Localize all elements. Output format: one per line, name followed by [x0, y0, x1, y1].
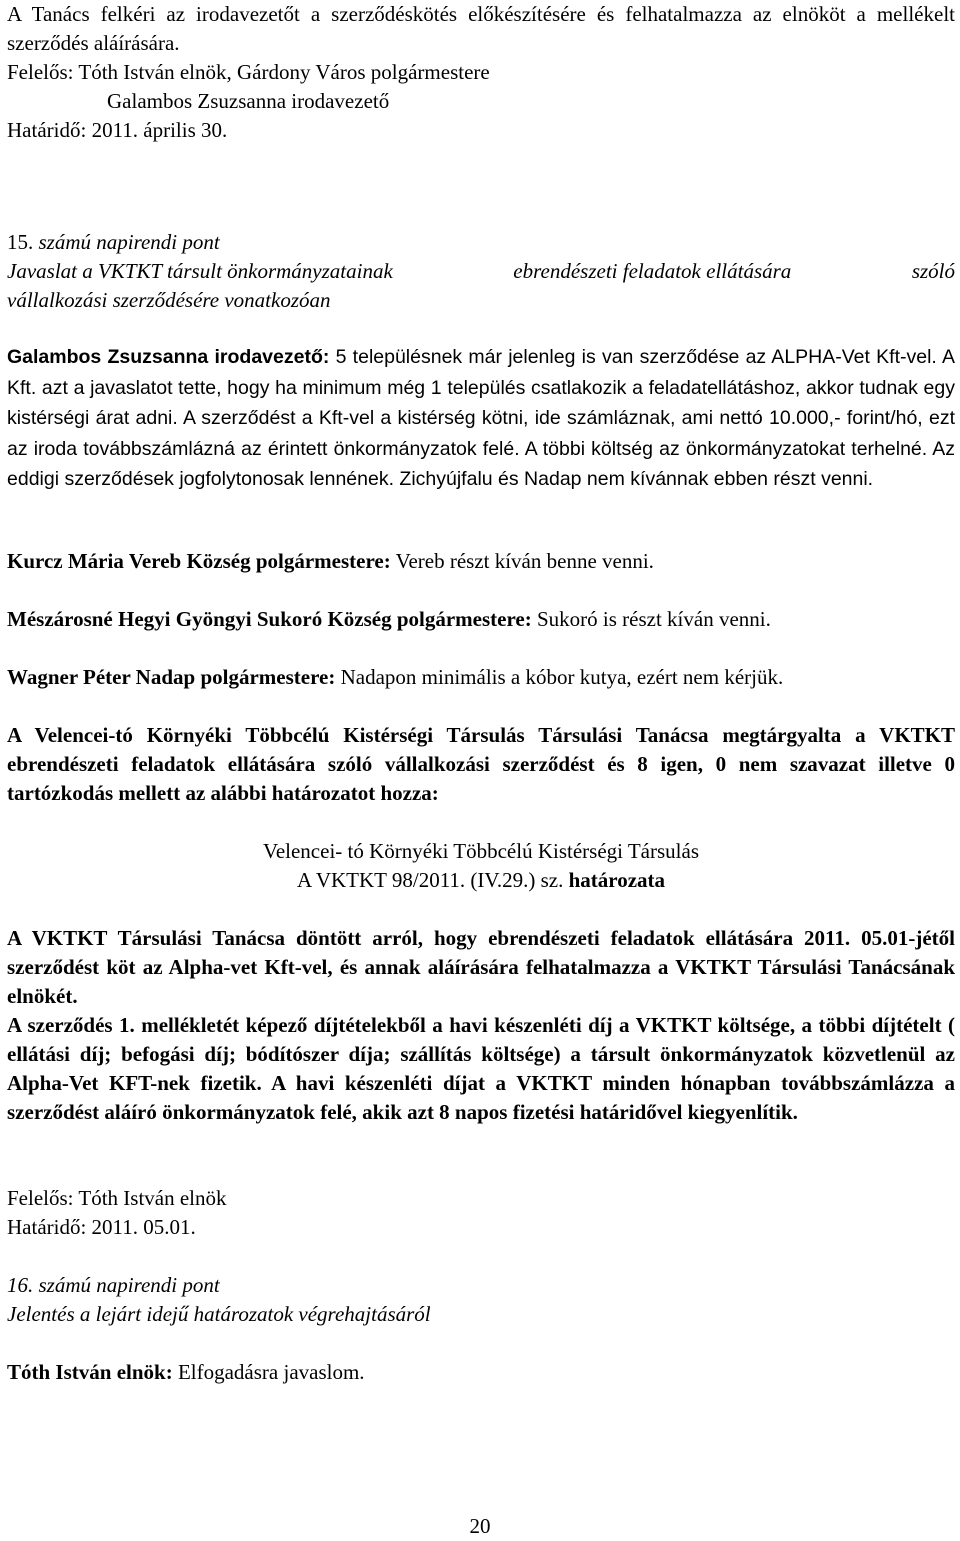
speech-sukoro: Mészárosné Hegyi Gyöngyi Sukoró Község polgármestere: Sukoró is részt kíván venni.: [7, 607, 771, 631]
resolution-id: A VKTKT 98/2011. (IV.29.) sz. határozata: [296, 868, 666, 892]
agenda-title: Javaslat a VKTKT társult önkormányzatainak ebrendészeti feladatok ellátására szóló: [7, 259, 955, 283]
agenda-item-15: [7, 228, 955, 315]
agenda-title-line2: vállalkozási szerződésére vonatkozóan: [7, 288, 331, 312]
resolution-org: Velencei- tó Környéki Többcélú Kistérségi Társulás: [262, 839, 700, 863]
speech-vereb: Kurcz Mária Vereb Község polgármestere: Vereb részt kíván benne venni.: [7, 549, 654, 573]
deadline-line-2: Határidő: 2011. 05.01.: [7, 1215, 196, 1239]
responsible-line: Felelős: Tóth István elnök, Gárdony Város polgármestere: [7, 60, 490, 84]
resolution-paragraph-1: A VKTKT Társulási Tanácsa döntött arról, hogy ebrendészeti feladatok ellátására 2011. 05.01-jétől szerződést köt az Alpha-vet Kft-vel, és annak aláírására felhatalmazza a VKTKT Társulási Tanácsának elnökét.: [7, 926, 955, 1008]
responsible-second-line: Galambos Zsuzsanna irodavezető: [107, 89, 390, 113]
speech-elnok: Tóth István elnök: Elfogadásra javaslom.: [7, 1360, 365, 1384]
deadline-line: Határidő: 2011. április 30.: [7, 118, 228, 142]
resolution-paragraph-2: A szerződés 1. mellékletét képező díjtételekből a havi készenléti díj a VKTKT költsége, a többi díjtételt ( ellátási díj; befogási díj; bódítószer díja; szállítás költsége) a társult önkormányzatok közvetlenül az Alpha-Vet KFT-nek fizetik. A havi készenléti díjat a VKTKT minden hónapban továbbszámlázza a szerződést aláíró önkormányzatok felé, akik azt 8 napos fizetési határidővel kiegyenlítik.: [7, 1013, 955, 1124]
speech-irodavezeto: Galambos Zsuzsanna irodavezető: 5 településnek már jelenleg is van szerződése az ALPHA-Vet Kft-vel. A Kft. azt a javaslatot tette, hogy ha minimum még 1 település csatlakozik a feladatellátáshoz, akkor tudnak egy kistérségi árat adni. A szerződést a Kft-vel a kistérség kötni, ide számláznak, ami nettó 10.000,- forint/hó, ezt az iroda továbbszámlázná az érintett önkormányzatok felé. A többi költség az önkormányzatokat terhelné. Az eddigi szerződések jogfolytonosak lennének. Zichyújfalu és Nadap nem kívánnak ebben részt venni.: [7, 346, 956, 490]
agenda-item-16: [7, 1271, 955, 1329]
agenda-title-16: Jelentés a lejárt idejű határozatok végrehajtásáról: [7, 1302, 431, 1326]
resolution-header: [7, 837, 955, 895]
responsibility-block: [7, 58, 955, 145]
agenda-heading-16: 16. számú napirendi pont: [7, 1273, 220, 1297]
speech-nadap: Wagner Péter Nadap polgármestere: Nadapon minimális a kóbor kutya, ezért nem kérjük.: [7, 665, 784, 689]
responsibility-block-2: [7, 1184, 955, 1242]
agenda-heading: 15. számú napirendi pont: [7, 230, 220, 254]
responsible-line-2: Felelős: Tóth István elnök: [7, 1186, 227, 1210]
decision-intro: A Velencei-tó Környéki Többcélú Kistérségi Társulás Társulási Tanácsa megtárgyalta a VKTKT ebrendészeti feladatok ellátására szóló vállalkozási szerződést és 8 igen, 0 nem szavazat illetve 0 tartózkodás mellett az alábbi határozatot hozza:: [7, 723, 955, 805]
intro-paragraph: A Tanács felkéri az irodavezetőt a szerződéskötés előkészítésére és felhatalmazza az elnököt a mellékelt szerződés aláírására.: [7, 2, 955, 55]
page-number: 20: [469, 1514, 491, 1538]
